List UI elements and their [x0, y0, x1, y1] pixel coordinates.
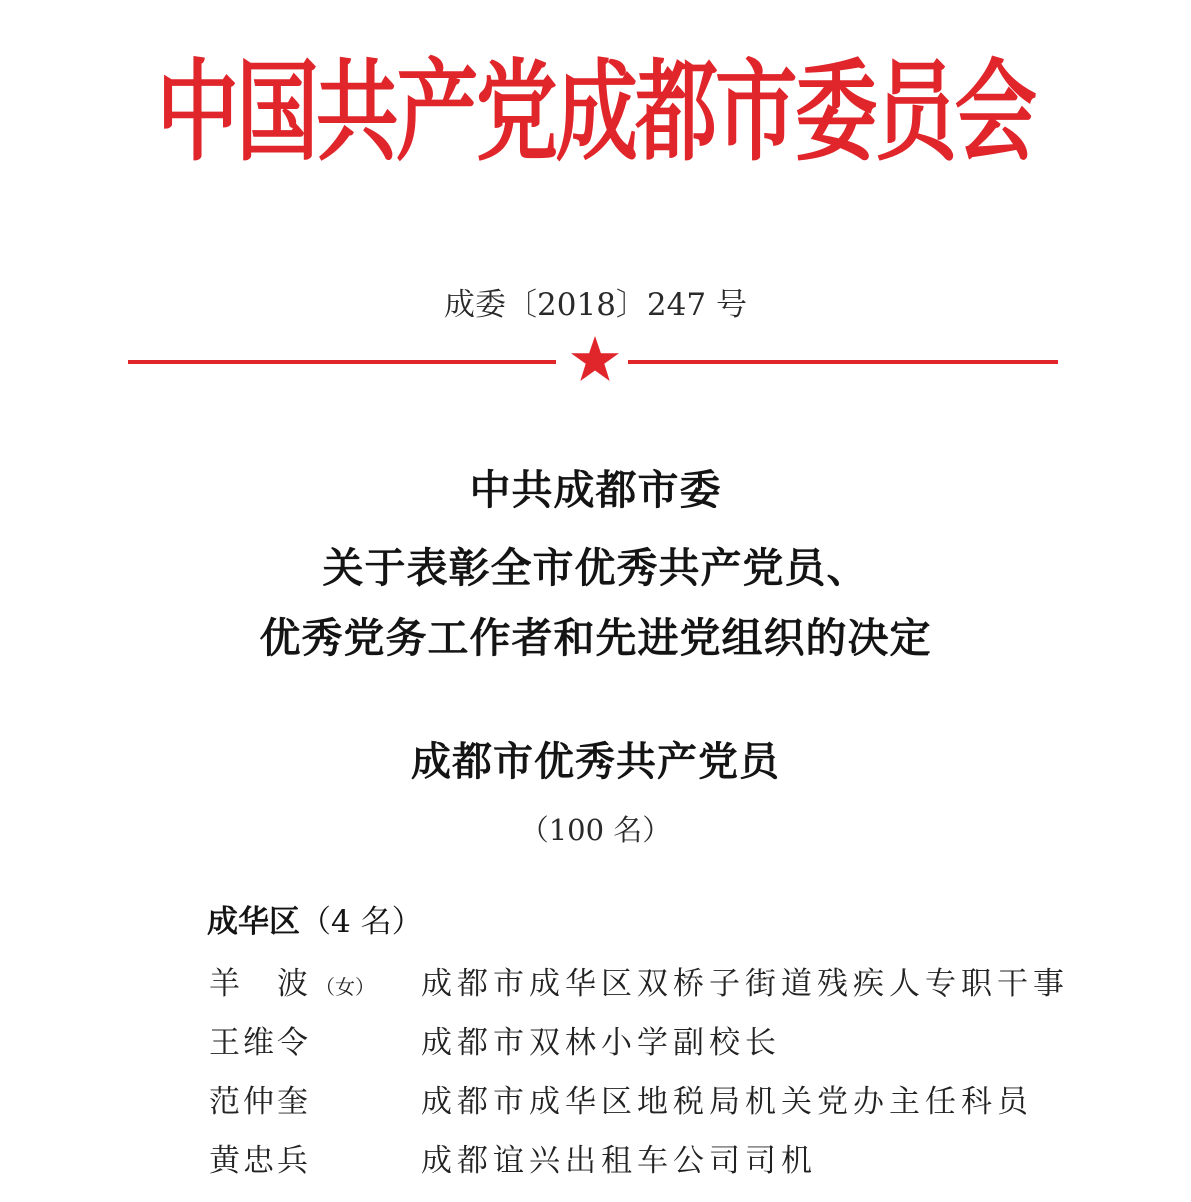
- section-count: （100 名）: [519, 813, 672, 847]
- member-title: 成都市双林小学副校长: [421, 1025, 781, 1061]
- member-name: 羊 波: [209, 966, 311, 1002]
- member-row: [0, 1015, 1191, 1071]
- member-name-cell: [209, 1133, 311, 1189]
- red-divider-left: [128, 360, 556, 364]
- red-divider-right: [628, 360, 1058, 364]
- member-row: [0, 956, 1191, 1012]
- member-title: 成都市成华区地税局机关党办主任科员: [421, 1084, 1033, 1120]
- document-header-org-name: 中国共产党成都市委员会: [156, 48, 1035, 177]
- member-title: 成都市成华区双桥子街道残疾人专职干事: [421, 966, 1069, 1002]
- district-heading: [207, 897, 423, 947]
- member-name-cell: [209, 1015, 311, 1071]
- member-gender-note: （女）: [315, 975, 375, 999]
- document-title-line-3: 优秀党务工作者和先进党组织的决定: [259, 614, 932, 662]
- member-name-cell: [209, 1074, 311, 1130]
- member-name: 范仲奎: [209, 1084, 311, 1120]
- member-name-cell: [209, 956, 375, 1015]
- member-name: 王维令: [209, 1025, 311, 1061]
- document-title-line-2: 关于表彰全市优秀共产党员、: [322, 544, 869, 592]
- document-title-line-1: 中共成都市委: [469, 466, 722, 514]
- member-name: 黄忠兵: [209, 1143, 311, 1179]
- document-number: 成委〔2018〕247 号: [444, 287, 747, 323]
- district-name: 成华区: [207, 904, 300, 940]
- member-title: 成都谊兴出租车公司司机: [421, 1143, 817, 1179]
- member-row: [0, 1074, 1191, 1130]
- red-star-icon: [570, 335, 620, 383]
- district-count: （4 名）: [300, 904, 423, 940]
- member-row: [0, 1133, 1191, 1189]
- section-title: 成都市优秀共产党员: [411, 738, 780, 785]
